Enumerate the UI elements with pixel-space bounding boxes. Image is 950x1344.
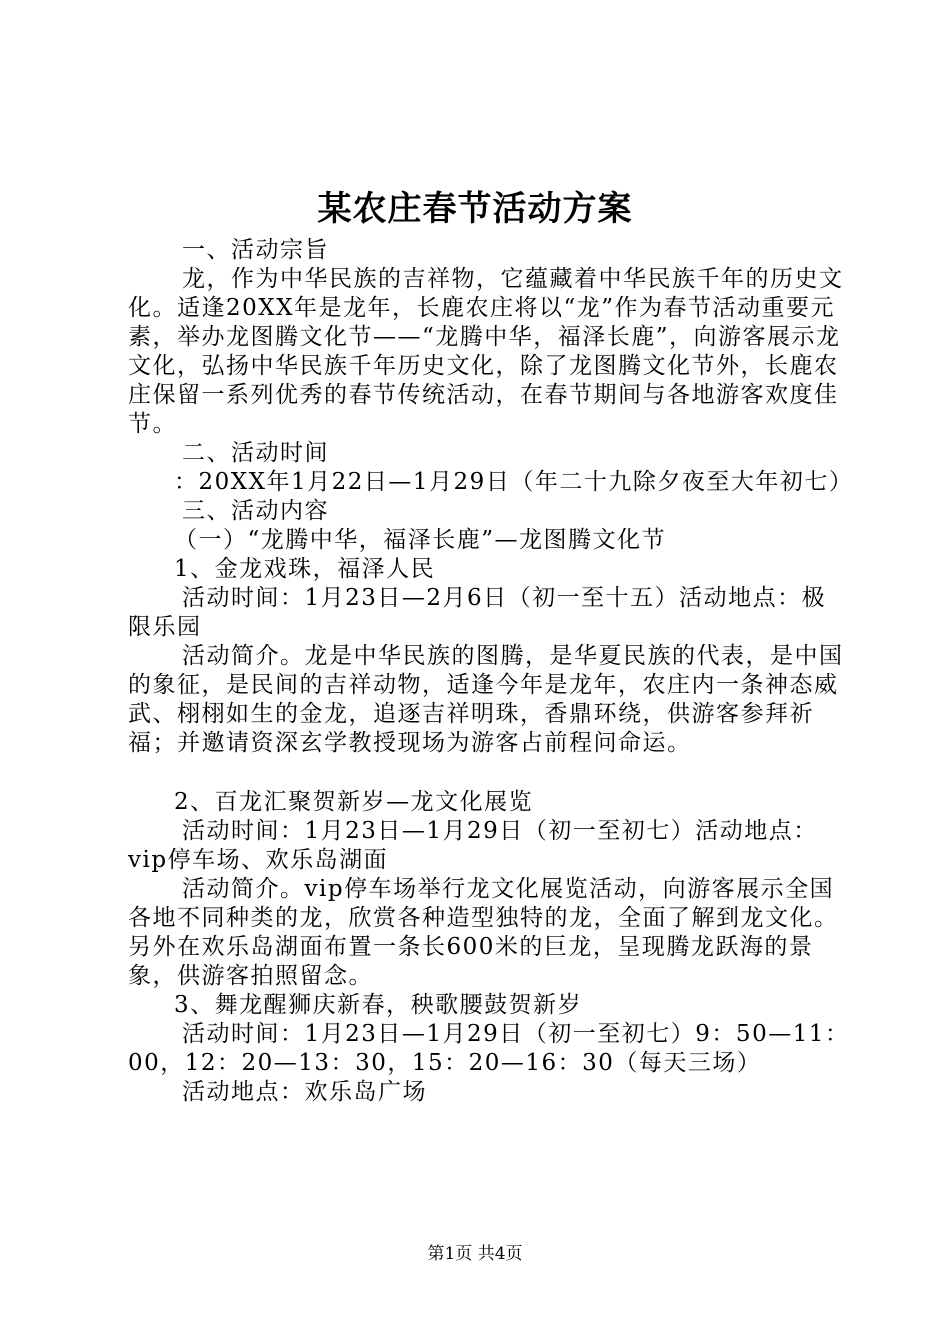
page-footer: 第1页 共4页 bbox=[427, 1244, 523, 1264]
document-body bbox=[128, 236, 854, 1107]
document-title: 某农庄春节活动方案 bbox=[317, 189, 633, 229]
paragraph: 活动简介。龙是中华民族的图腾，是华夏民族的代表，是中国的象征，是民间的吉祥动物，适逢今年是龙年，农庄内一条神态威武、栩栩如生的金龙，追逐吉祥明珠，香鼎环绕，供游客参拜祈福；并邀请资深玄学教授现场为游客占前程问命运。 bbox=[128, 643, 844, 756]
subsection-heading: （一）“龙腾中华，福泽长鹿”—龙图腾文化节 bbox=[174, 527, 667, 553]
blank-line bbox=[128, 758, 850, 788]
section-heading: 三、活动内容 bbox=[182, 498, 329, 524]
paragraph: 活动时间：1月23日—1月29日（初一至初七）9：50—11：00，12：20—13：30，15：20—16：30（每天三场） bbox=[128, 1021, 850, 1076]
item-heading: 1、金龙戏珠，福泽人民 bbox=[174, 556, 436, 582]
paragraph: 活动地点：欢乐岛广场 bbox=[182, 1079, 427, 1105]
paragraph: 活动时间：1月23日—1月29日（初一至初七）活动地点：vip停车场、欢乐岛湖面 bbox=[128, 818, 818, 873]
item-heading: 2、百龙汇聚贺新岁—龙文化展览 bbox=[174, 789, 534, 815]
paragraph: 活动简介。vip停车场举行龙文化展览活动，向游客展示全国各地不同种类的龙，欣赏各种造型独特的龙，全面了解到龙文化。另外在欢乐岛湖面布置一条长600米的巨龙，呈现腾龙跃海的景象，供游客拍照留念。 bbox=[128, 876, 839, 989]
paragraph: 活动时间：1月23日—2月6日（初一至十五）活动地点：极限乐园 bbox=[128, 585, 827, 640]
item-heading: 3、舞龙醒狮庆新春，秧歌腰鼓贺新岁 bbox=[174, 992, 583, 1018]
section-heading: 二、活动时间 bbox=[182, 440, 329, 466]
paragraph: 龙，作为中华民族的吉祥物，它蕴藏着中华民族千年的历史文化。适逢20XX年是龙年，长鹿农庄将以“龙”作为春节活动重要元素，举办龙图腾文化节——“龙腾中华，福泽长鹿”，向游客展示龙文化，弘扬中华民族千年历史文化，除了龙图腾文化节外，长鹿农庄保留一系列优秀的春节传统活动，在春节期间与各地游客欢度佳节。 bbox=[128, 266, 844, 437]
paragraph: ：20XX年1月22日—1月29日（年二十九除夕夜至大年初七） bbox=[174, 469, 854, 495]
section-heading: 一、活动宗旨 bbox=[182, 237, 329, 263]
